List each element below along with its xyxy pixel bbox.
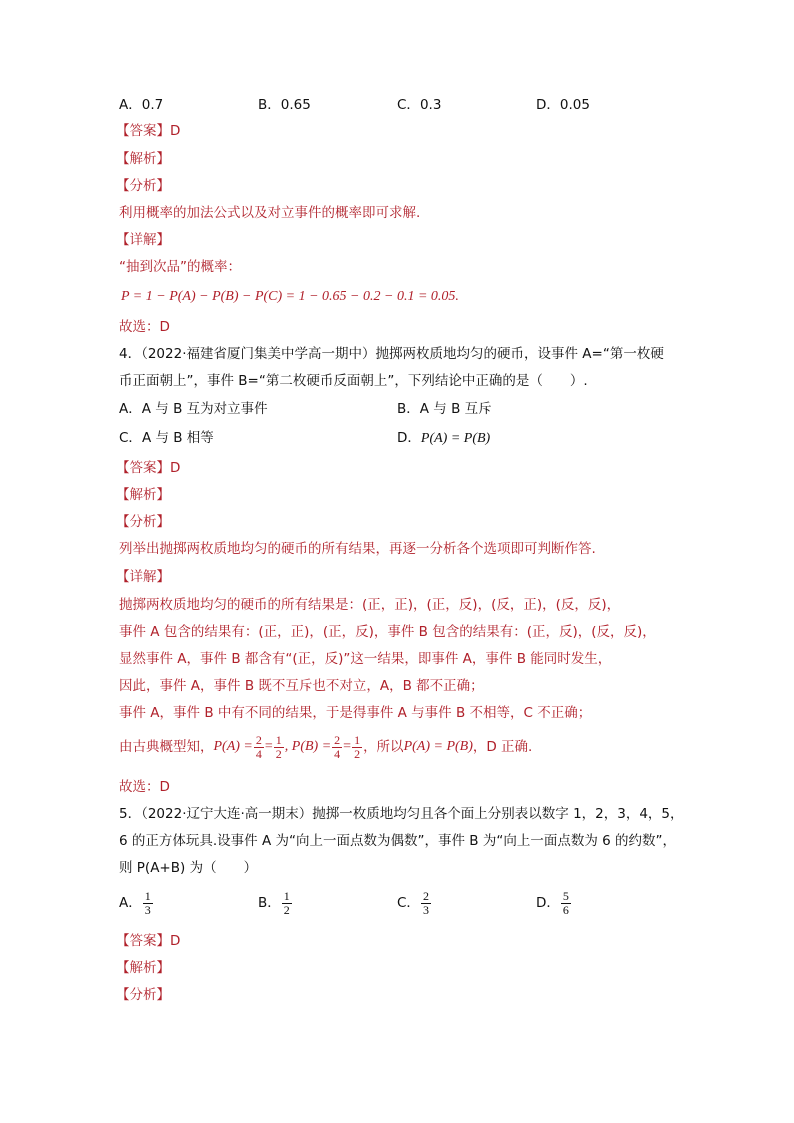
q4-option-a: A．A 与 B 互为对立事件: [119, 401, 268, 417]
q3-analysis-heading: 【解析】: [116, 151, 170, 167]
q4-option-d: D．P(A) = P(B): [397, 430, 491, 446]
q4-analysis-heading: 【解析】: [116, 487, 170, 503]
q3-choose: 故选：D: [119, 319, 170, 335]
q5-stem-line1: 5．（2022·辽宁大连·高一期末）抛掷一枚质地均匀且各个面上分别表以数字 1，2，3，4，5，: [119, 806, 684, 822]
q4-detail-line-2: 事件 A 包含的结果有：(正，正)，(正，反)，事件 B 包含的结果有：(正，反)，(反，反)，: [119, 624, 656, 640]
q5-analysis-heading: 【解析】: [116, 960, 170, 976]
q3-detail-line: “抽到次品”的概率：: [119, 259, 241, 275]
q5-option-b: B． $\frac{1}{2}$: [258, 889, 290, 917]
q4-option-c: C．A 与 B 相等: [119, 430, 214, 446]
fraction: $\frac{1}{3}$: [144, 889, 151, 917]
fraction: $\frac{1}{2}$: [283, 889, 290, 917]
fraction: $\frac{2}{3}$: [422, 889, 429, 917]
q4-detail-heading: 【详解】: [116, 569, 170, 585]
q3-option-d: D．0.05: [536, 97, 590, 113]
q5-option-c: C． $\frac{2}{3}$: [397, 889, 429, 917]
q4-stem-line2: 币正面朝上”，事件 B=“第二枚硬币反面朝上”，下列结论中正确的是（ ）.: [119, 373, 588, 389]
q5-stem-line3: 则 P(A+B) 为（ ）: [119, 860, 258, 876]
q4-classic-probability-line: 由古典概型知， P(A) = $\frac{2}{4}$ = $\frac{1}{2}$ , P(B) = $\frac{2}{4}$ = $\frac{1}{2}$ ，所以 P(A) = P(B) ，D 正确.: [119, 733, 533, 761]
q4-fenxi-text: 列举出抛掷两枚质地均匀的硬币的所有结果，再逐一分析各个选项即可判断作答.: [119, 541, 596, 557]
q4-stem-line1: 4．（2022·福建省厦门集美中学高一期中）抛掷两枚质地均匀的硬币，设事件 A=“第一枚硬: [119, 346, 664, 362]
q5-fenxi-heading: 【分析】: [116, 987, 170, 1003]
q3-detail-heading: 【详解】: [116, 232, 170, 248]
fraction: $\frac{5}{6}$: [562, 889, 569, 917]
q3-formula: P = 1 − P(A) − P(B) − P(C) = 1 − 0.65 − 0.2 − 0.1 = 0.05.: [121, 289, 459, 304]
q4-detail-line-3: 显然事件 A，事件 B 都含有“(正，反)”这一结果，即事件 A，事件 B 能同时发生，: [119, 651, 612, 667]
fraction: $\frac{1}{2}$: [354, 733, 361, 761]
q3-option-a: A．0.7: [119, 97, 164, 113]
q4-detail-line-5: 事件 A，事件 B 中有不同的结果，于是得事件 A 与事件 B 不相等，C 不正确；: [119, 705, 592, 721]
q5-answer: 【答案】D: [116, 933, 181, 949]
q5-option-d: D． $\frac{5}{6}$: [536, 889, 569, 917]
q3-answer: 【答案】D: [116, 123, 181, 139]
q3-option-b: B．0.65: [258, 97, 311, 113]
fraction: $\frac{2}{4}$: [334, 733, 341, 761]
fraction: $\frac{1}{2}$: [275, 733, 282, 761]
q4-option-b: B．A 与 B 互斥: [397, 401, 492, 417]
q5-option-a: A． $\frac{1}{3}$: [119, 889, 151, 917]
q5-stem-line2: 6 的正方体玩具.设事件 A 为“向上一面点数为偶数”，事件 B 为“向上一面点数为 6 的约数”，: [119, 833, 676, 849]
q3-option-c: C．0.3: [397, 97, 442, 113]
q3-fenxi-text: 利用概率的加法公式以及对立事件的概率即可求解.: [119, 205, 421, 221]
q4-fenxi-heading: 【分析】: [116, 514, 170, 530]
q4-answer: 【答案】D: [116, 460, 181, 476]
q3-fenxi-heading: 【分析】: [116, 178, 170, 194]
q4-choose: 故选：D: [119, 779, 170, 795]
q4-detail-line-1: 抛掷两枚质地均匀的硬币的所有结果是：(正，正)，(正，反)，(反，正)，(反，反)，: [119, 597, 621, 613]
fraction: $\frac{2}{4}$: [255, 733, 262, 761]
q4-detail-line-4: 因此，事件 A，事件 B 既不互斥也不对立，A，B 都不正确；: [119, 678, 484, 694]
